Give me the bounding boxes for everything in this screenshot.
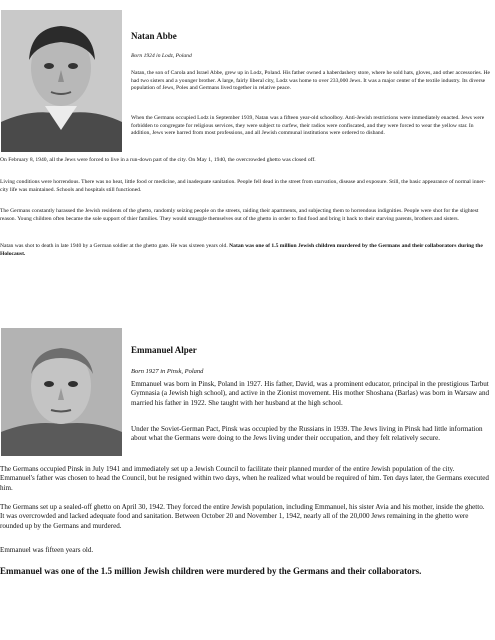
paragraph: Emmanuel was fifteen years old. [0, 546, 94, 554]
paragraph: The Germans occupied Pinsk in July 1941 and immediately set up a Jewish Council to facilitate their planned murder of the entire Jewish population of the city. Emmanuel's father was chosen to head the Council, but he resigned within two days, when he realized what would be required of him. Ten days later, the Germans executed him. [0, 465, 489, 492]
paragraph: The Germans constantly harassed the Jewish residents of the ghetto, randomly seizing people on the streets, raiding their apartments, and subjecting them to horrendous indignities. People were shot for the slightest reason. Young children often became the sole support of thier families. They would smuggle themselves out of the ghetto in order to find food and bring it back to their starving parents, brothers and sisters. [0, 208, 479, 222]
portrait-image [1, 328, 122, 456]
natan-abbe-photo [1, 10, 122, 152]
emmanuel-alper-photo [1, 328, 122, 456]
portrait-image [1, 10, 122, 152]
final-text: Natan was shot to death in late 1940 by a German soldier at the ghetto gate. He was sixteen years old. [0, 243, 228, 249]
paragraph: When the Germans occupied Lodz in September 1939, Natan was a fifteen year-old schoolboy. Anti-Jewish restrictions were immediately enacted. Jews were forbidden to congregate for religious services, they were subject to curfew, their radios were confiscated, and they were forced to wear the yellow star. In addition, Jews were barred from most professions, and all Jewish communal institutions were ordered to disband. [131, 115, 485, 136]
paragraph: Living conditions were horrendous. There was no heat, little food or medicine, and inadequate sanitation. People fell dead in the street from starvation, disease and exposure. Still, the basic appearance of normal inner-city life was maintained. Schools and hospitals still functioned. [0, 179, 486, 193]
paragraph: Natan, the son of Carola and Israel Abbe, grew up in Lodz, Poland. His father owned a haberdashery store, where he sold hats, gloves, and other accessories. He had two sisters and a younger brother. A large, fairly liberal city, Lodz was home to over 233,000 Jews. It was a major center of the textile industry. Its diverse population of Jews, Poles and Germans lived together in relative peace. [131, 70, 490, 91]
paragraph: Under the Soviet-German Pact, Pinsk was occupied by the Russians in 1939. The Jews living in Pinsk had little information about what the Germans were doing to the Jews living under their occupation, and they felt relatively secure. [131, 425, 483, 443]
final-emphasis: Natan was one of 1.5 million Jewish children murdered by the Germans and their collaborators during the Holocaust. [0, 243, 483, 257]
paragraph: The Germans set up a sealed-off ghetto on April 30, 1942. They forced the entire Jewish population, including Emmanuel, his sister Avia and his mother, inside the ghetto. It was overcrowded and lacked adequate food and sanitation. Between October 20 and November 1, 1942, nearly all of the 20,000 Jews remaining in the ghetto were rounded up by the Germans and murdered. [0, 503, 485, 530]
birth-info: Born 1924 in Lodz, Poland [131, 53, 192, 59]
person-name: Natan Abbe [131, 31, 177, 41]
closing-statement: Emmanuel was one of the 1.5 million Jewish children were murdered by the Germans and their collaborators. [0, 566, 422, 576]
paragraph: Emmanuel was born in Pinsk, Poland in 1927. His father, David, was a prominent educator, principal in the prestigious Tarbut Gymnasia (a Jewish high school), and active in the Zionist movement. His mother Shoshana (Barlas) was born in Warsaw and married his father in 1922. She taught with her husband at the high school. [131, 380, 490, 407]
birth-info: Born 1927 in Pinsk, Poland [131, 368, 204, 375]
final-paragraph [0, 243, 490, 258]
paragraph: On February 8, 1940, all the Jews were forced to live in a run-down part of the city. On May 1, 1940, the overcrowded ghetto was closed off. [0, 157, 316, 163]
person-name: Emmanuel Alper [131, 345, 197, 355]
